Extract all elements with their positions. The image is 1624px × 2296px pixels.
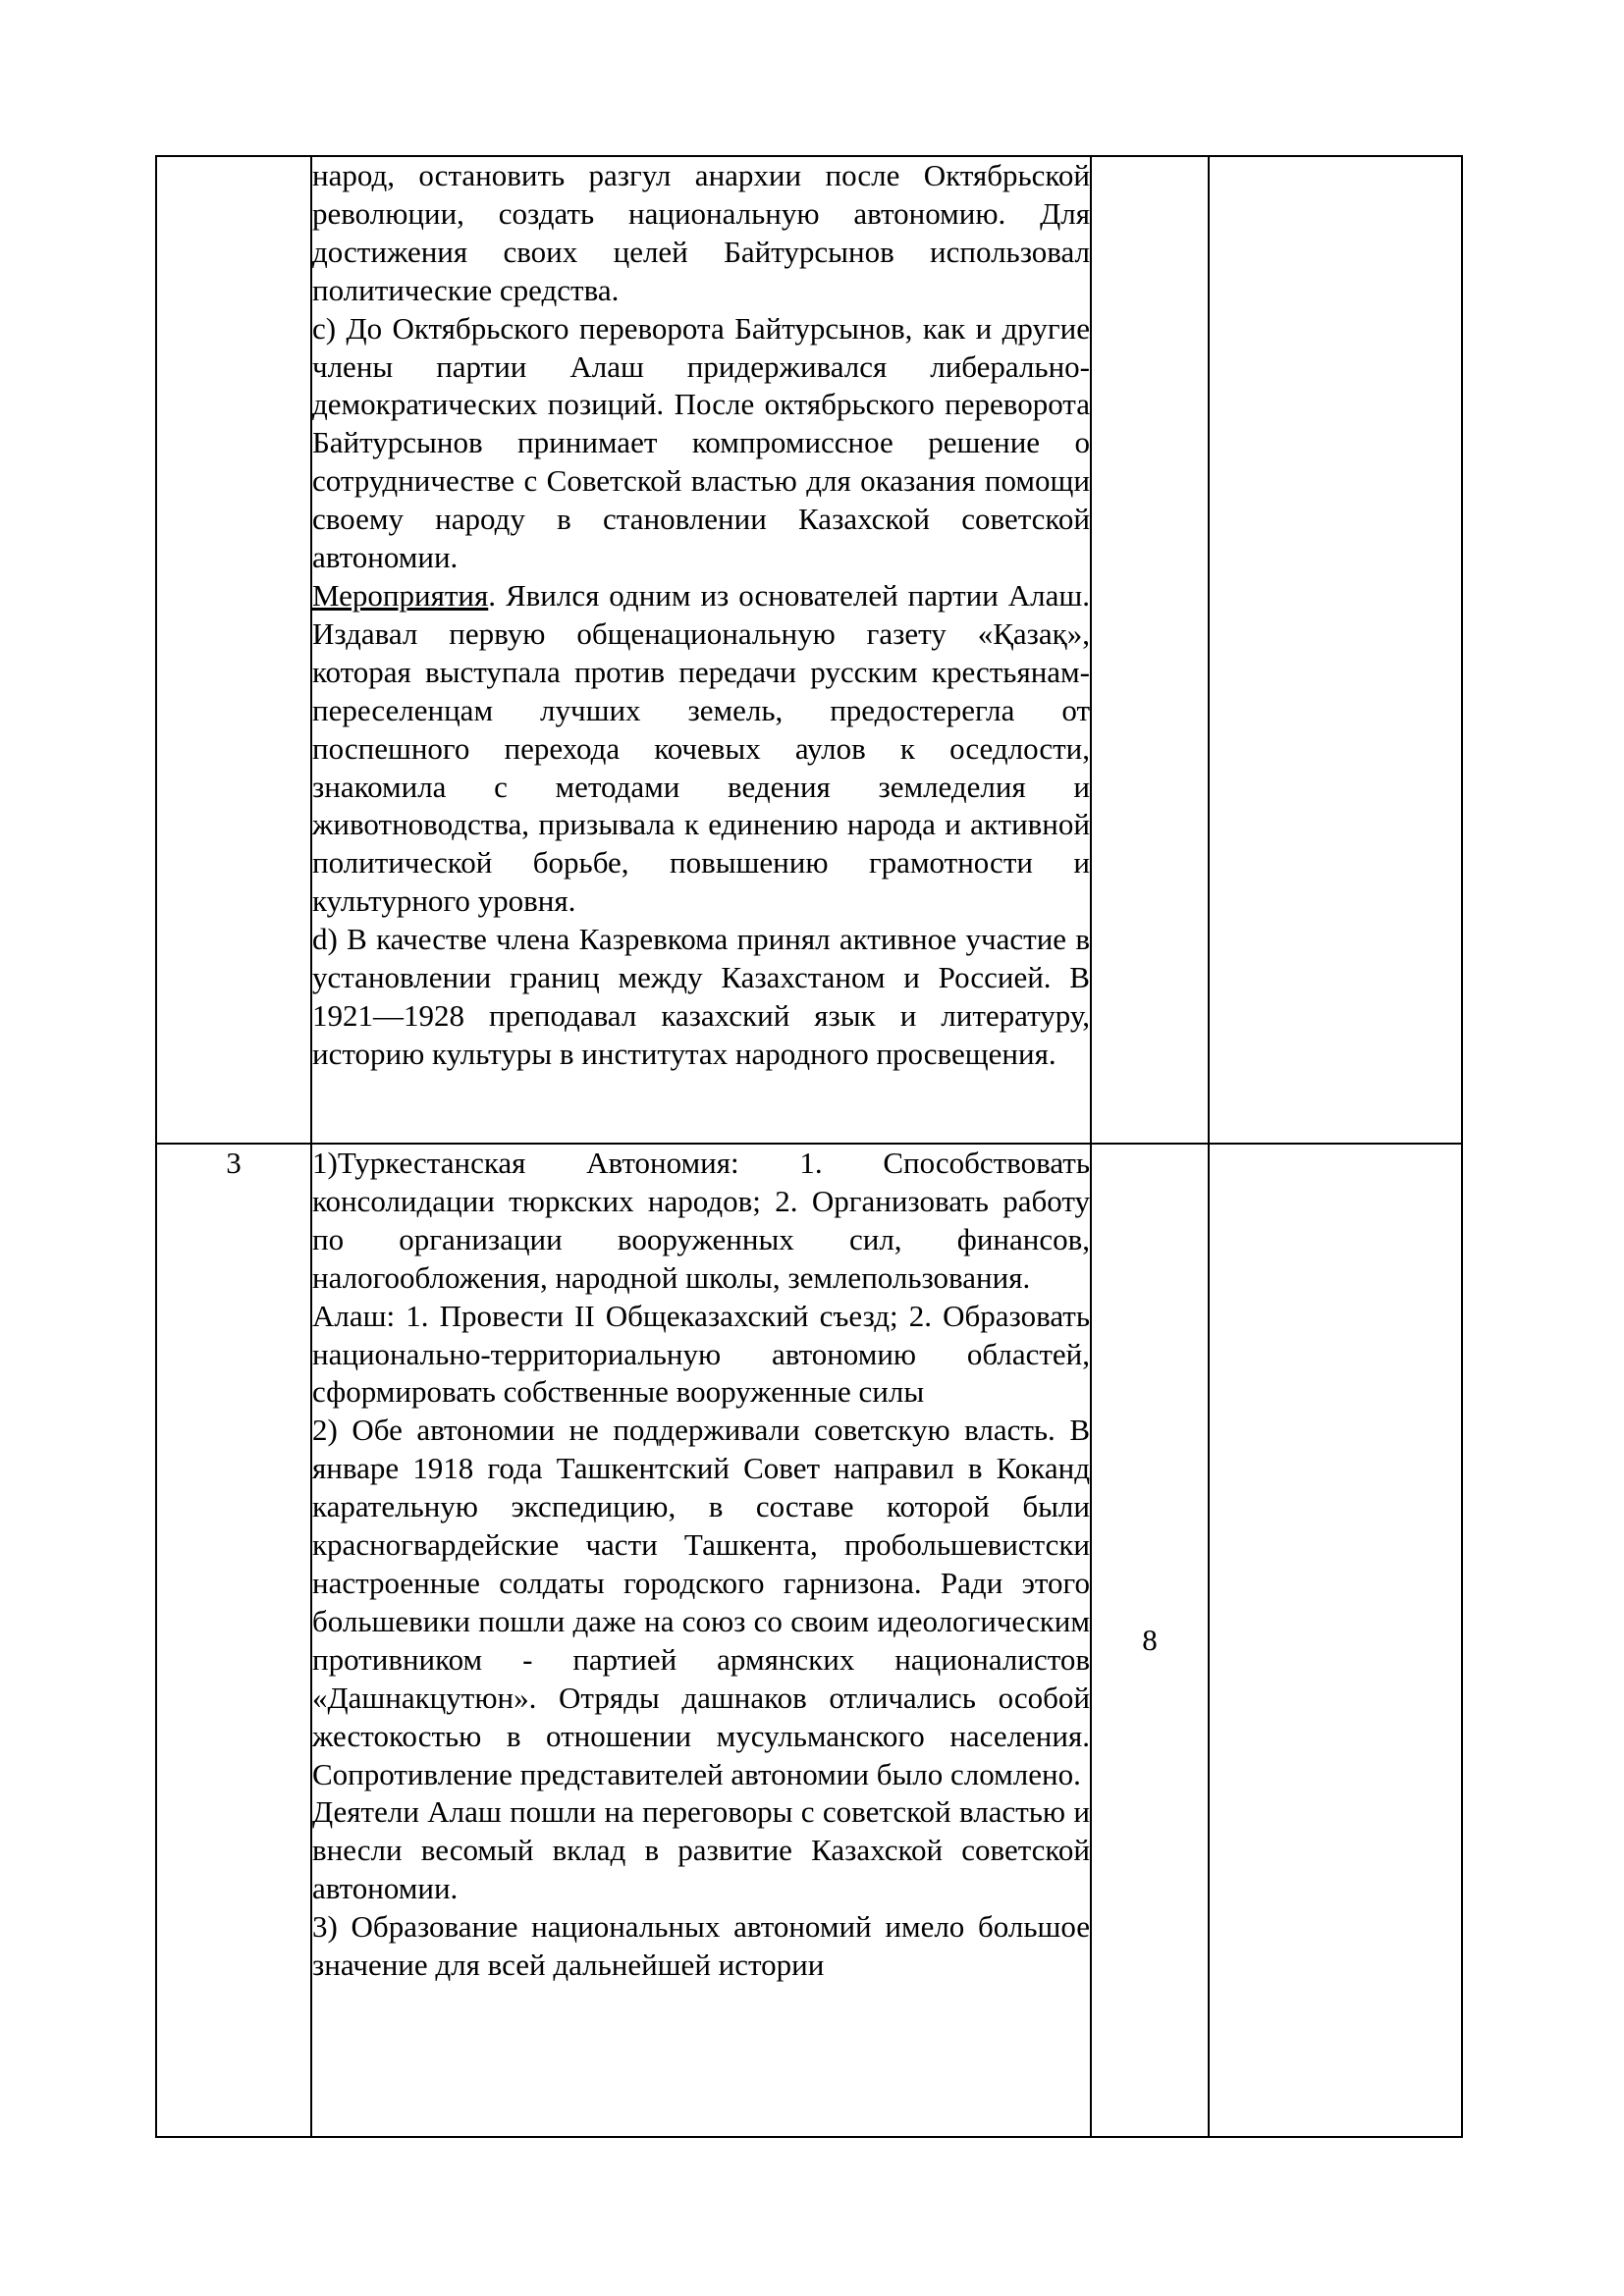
answer-paragraph: Деятели Алаш пошли на переговоры с советской властью и внесли весомый вклад в развитие Казахской советской автономии. [312,1794,1090,1906]
answer-paragraph: d) В качестве члена Казревкома принял активное участие в установлении границ между Казахстаном и Россией. В 1921—1928 преподавал казахский язык и литературу, историю культуры в институтах народного просвещения. [312,922,1090,1071]
question-number-cell [156,156,311,1144]
score-cell [1091,156,1209,1144]
table-row [156,156,1462,1144]
question-number-cell: 3 [156,1144,311,2137]
answer-text-cell [311,156,1091,1144]
extra-cell [1209,1144,1462,2137]
events-label: Мероприятия [312,577,489,613]
answer-table [155,155,1463,2138]
answer-text-cell [311,1144,1091,2137]
answer-paragraph: 1)Туркестанская Автономия: 1. Способствовать консолидации тюркских народов; 2. Организовать работу по организации вооруженных сил, финансов, налогообложения, народной школы, землепользования. [312,1146,1090,1295]
answer-paragraph-events [312,577,1090,921]
score-cell: 8 [1091,1144,1209,2137]
answer-paragraph: 3) Образование национальных автономий имело большое значение для всей дальнейшей истории [312,1909,1090,1983]
answer-paragraph: 2) Обе автономии не поддерживали советскую власть. В январе 1918 года Ташкентский Совет направил в Коканд карательную экспедицию, в составе которой были красногвардейские части Ташкента, пробольшевистски настроенные солдаты городского гарнизона. Ради этого большевики пошли даже на союз со своим идеологическим противником - партией армянских националистов «Дашнакцутюн». Отряды дашнаков отличались особой жестокостью в отношении мусульманского населения. Сопротивление представителей автономии было сломлено. [312,1413,1090,1791]
answer-paragraph: c) До Октябрьского переворота Байтурсынов, как и другие члены партии Алаш придерживался либерально-демократических позиций. После октябрьского переворота Байтурсынов принимает компромиссное решение о сотрудничестве с Советской властью для оказания помощи своему народу в становлении Казахской советской автономии. [312,310,1090,575]
extra-cell [1209,156,1462,1144]
answer-paragraph: Алаш: 1. Провести II Общеказахский съезд; 2. Образовать национально-территориальную автономию областей, сформировать собственные вооруженные силы [312,1298,1090,1410]
events-text: . Явился одним из основателей партии Алаш. Издавал первую общенациональную газету «Қазақ», которая выступала против передачи русским крестьянам-переселенцам лучших земель, предостерегла от поспешного перехода кочевых аулов к оседлости, знакомила с методами ведения земледелия и животноводства, призывала к единению народа и активной политической борьбе, повышению грамотности и культурного уровня. [312,577,1090,919]
answer-paragraph: народ, остановить разгул анархии после Октябрьской революции, создать национальную автономию. Для достижения своих целей Байтурсынов использовал политические средства. [312,158,1090,307]
table-row [156,1144,1462,2137]
